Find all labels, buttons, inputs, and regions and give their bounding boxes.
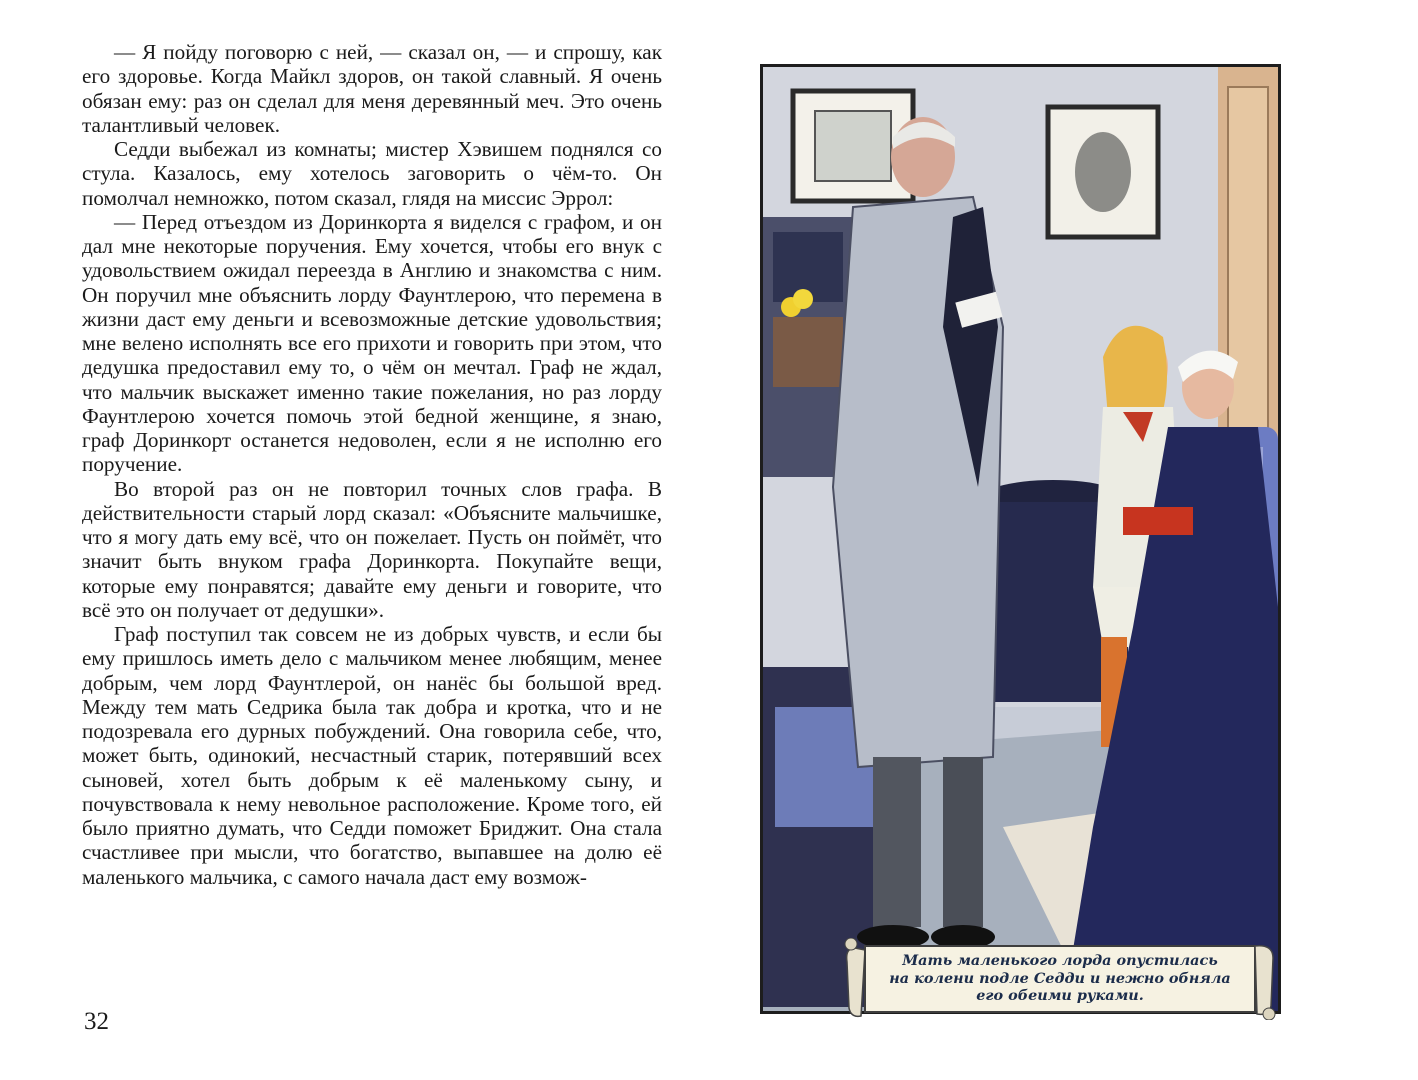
paragraph-1: — Я пойду поговорю с ней, — сказал он, — и спрошу, как его здоровье. Когда Майкл здоров, он такой славный. Я очень обязан ему: раз он сделал для меня деревянный меч. Это очень талантливый человек. (82, 40, 662, 137)
paragraph-2: Седди выбежал из комнаты; мистер Хэвишем поднялся со стула. Казалось, ему хотелось заговорить о чём-то. Он помолчал немножко, потом сказал, глядя на миссис Эррол: (82, 137, 662, 210)
paragraph-4: Во второй раз он не повторил точных слов графа. В действительности старый лорд сказал: «Объясните мальчишке, что я могу дать ему всё, что он пожелает. Пусть он поймёт, что значит быть внуком графа Доринкорта. Покупайте вещи, которые ему понравятся; давайте ему деньги и говорите, что всё это он получает от дедушки». (82, 476, 662, 622)
caption-line-3: его обеими руками. (976, 987, 1144, 1004)
illustration-caption (879, 952, 1241, 1005)
paragraph-3: — Перед отъездом из Доринкорта я виделся с графом, и он дал мне некоторые поручения. Ему хочется, чтобы его внук с удовольствием ожидал переезда в Англию и знакомства с ним. Он поручил мне объяснить лорду Фаунтлерою, что перемена в жизни даст ему деньги и всевозможные детские удовольствия; мне велено исполнять все его прихоти и говорить при этом, что дедушка предоставил ему то, о чём он мечтал. Граф не ждал, что мальчик выскажет именно такие пожелания, но раз лорду Фаунтлерою хочется помочь этой бедной женщине, я знаю, граф Доринкорт останется недоволен, если я не исполню его поручение. (82, 209, 662, 477)
paragraph-5: Граф поступил так совсем не из добрых чувств, и если бы ему пришлось иметь дело с мальчиком менее любящим, менее добрым, чем лорд Фаунтлерой, он нанёс бы большой вред. Между тем мать Седрика была так добра и кротка, что и не подозревала его дурных побуждений. Она говорила себе, что, может быть, одинокий, несчастный старик, потерявший всех сыновей, хотел быть добрым к её маленькому сыну, и почувствовала к нему невольное расположение. Кроме того, ей было приятно думать, что Седди поможет Бриджит. Она стала счастливее при мысли, что богатство, выпавшее на долю её маленького мальчика, с самого начала даст ему возмож- (82, 622, 662, 889)
illustration-drawing (763, 67, 1278, 1011)
caption-scroll (843, 938, 1283, 1020)
body-text (82, 40, 662, 889)
caption-line-2: на колени подле Седди и нежно обняла (889, 969, 1231, 987)
illustration (760, 64, 1281, 1014)
caption-line-1: Мать маленького лорда опустилась (902, 952, 1218, 969)
page-number: 32 (84, 1008, 109, 1035)
